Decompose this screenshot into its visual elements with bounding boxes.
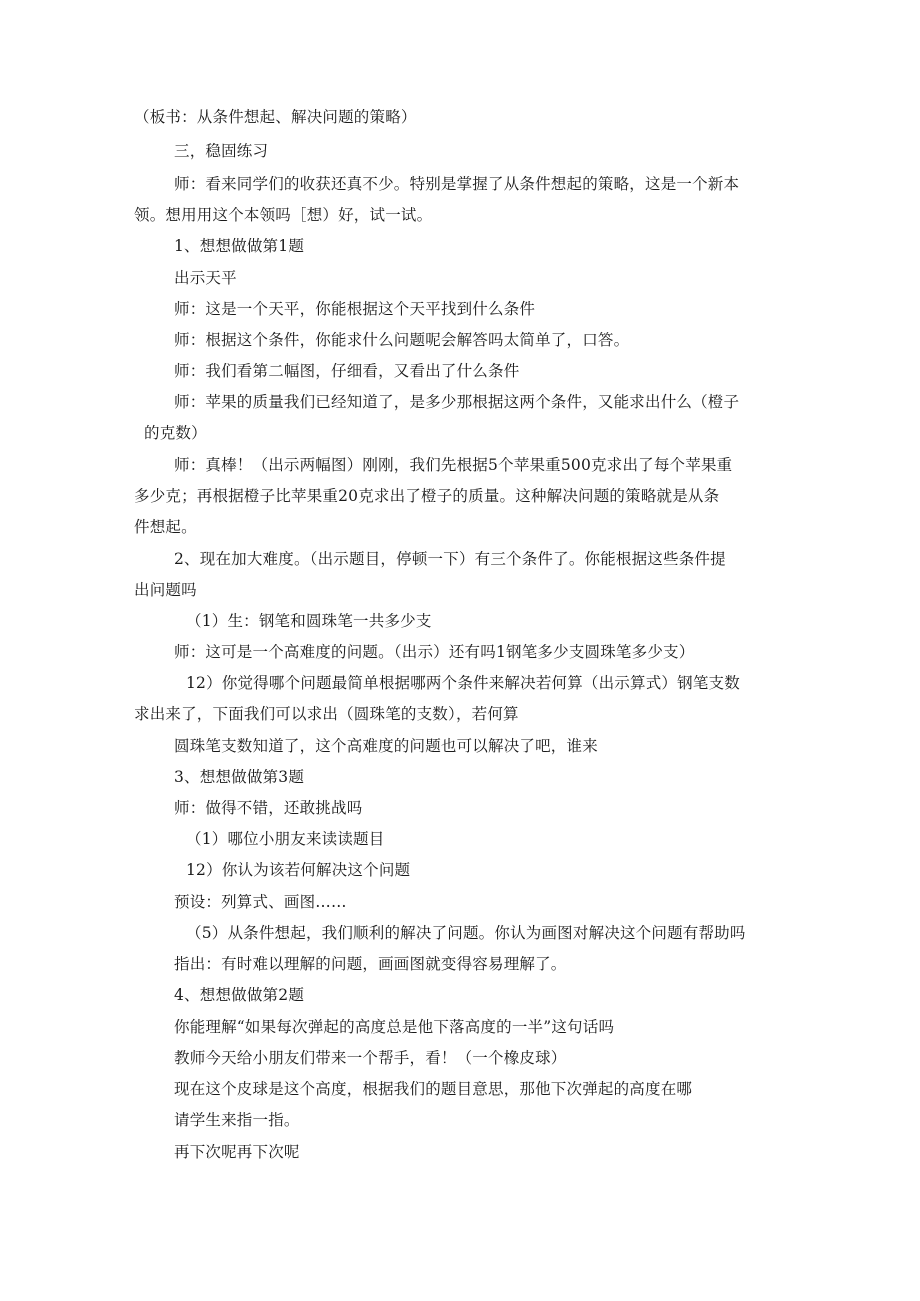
paragraph-line: 师：根据这个条件，你能求什么问题呢会解答吗太简单了，口答。 — [174, 331, 630, 349]
paragraph-line: 师：这可是一个高难度的问题。（出示）还有吗1钢笔多少支圆珠笔多少支） — [174, 643, 695, 661]
paragraph-line: 件想起。 — [134, 518, 197, 536]
paragraph-line: 师：做得不错，还敢挑战吗 — [174, 799, 363, 817]
paragraph-line: 现在这个皮球是这个高度，根据我们的题目意思，那他下次弹起的高度在哪 — [174, 1080, 693, 1098]
paragraph-line: 师：苹果的质量我们已经知道了，是多少那根据这两个条件，又能求出什么（橙子 — [174, 393, 740, 411]
board-note: （板书：从条件想起、解决问题的策略） — [134, 108, 417, 126]
paragraph-line: 多少克；再根据橙子比苹果重20克求出了橙子的质量。这种解决问题的策略就是从条 — [134, 487, 720, 505]
paragraph-line: 你能理解“如果每次弹起的高度总是他下落高度的一半”这句话吗 — [174, 1018, 615, 1036]
paragraph-line: （5）从条件想起，我们顺利的解决了问题。你认为画图对解决这个问题有帮助吗 — [186, 924, 746, 942]
paragraph-line: 师：看来同学们的收获还真不少。特别是掌握了从条件想起的策略，这是一个新本 — [174, 175, 740, 193]
paragraph-line: 12）你觉得哪个问题最简单根据哪两个条件来解决若何算（出示算式）钢笔支数 — [186, 674, 740, 692]
paragraph-line: 12）你认为该若何解决这个问题 — [186, 861, 411, 879]
paragraph-line: （1）哪位小朋友来读读题目 — [186, 830, 385, 848]
paragraph-line: 的克数） — [144, 424, 207, 442]
item-heading: 1、想想做做第1题 — [174, 237, 305, 255]
paragraph-line: （1）生：钢笔和圆珠笔一共多少支 — [186, 612, 432, 630]
item-heading: 2、现在加大难度。（出示题目，停顿一下）有三个条件了。你能根据这些条件提 — [174, 550, 726, 568]
paragraph-line: 圆珠笔支数知道了，这个高难度的问题也可以解决了吧，谁来 — [174, 737, 598, 755]
item-heading: 4、想想做做第2题 — [174, 986, 305, 1004]
paragraph-line: 再下次呢再下次呢 — [174, 1143, 300, 1161]
paragraph-line: 师：这是一个天平，你能根据这个天平找到什么条件 — [174, 300, 536, 318]
paragraph-line: 出示天平 — [174, 269, 237, 287]
paragraph-line: 领。想用用这个本领吗［想）好，试一试。 — [134, 206, 433, 224]
paragraph-line: 师：我们看第二幅图，仔细看，又看出了什么条件 — [174, 362, 520, 380]
item-heading: 3、想想做做第3题 — [174, 768, 305, 786]
paragraph-line: 求出来了，下面我们可以求出（圆珠笔的支数），若何算 — [134, 705, 519, 723]
paragraph-line: 出问题吗 — [134, 581, 197, 599]
paragraph-line: 师：真棒！（出示两幅图）刚刚，我们先根据5个苹果重500克求出了每个苹果重 — [174, 456, 733, 474]
paragraph-line: 预设：列算式、画图…… — [174, 893, 347, 911]
paragraph-line: 请学生来指一指。 — [174, 1111, 300, 1129]
paragraph-line: 指出：有时难以理解的问题，画画图就变得容易理解了。 — [174, 955, 567, 973]
paragraph-line: 教师今天给小朋友们带来一个帮手，看！（一个橡皮球） — [174, 1049, 567, 1067]
section-heading: 三，稳固练习 — [174, 142, 269, 160]
